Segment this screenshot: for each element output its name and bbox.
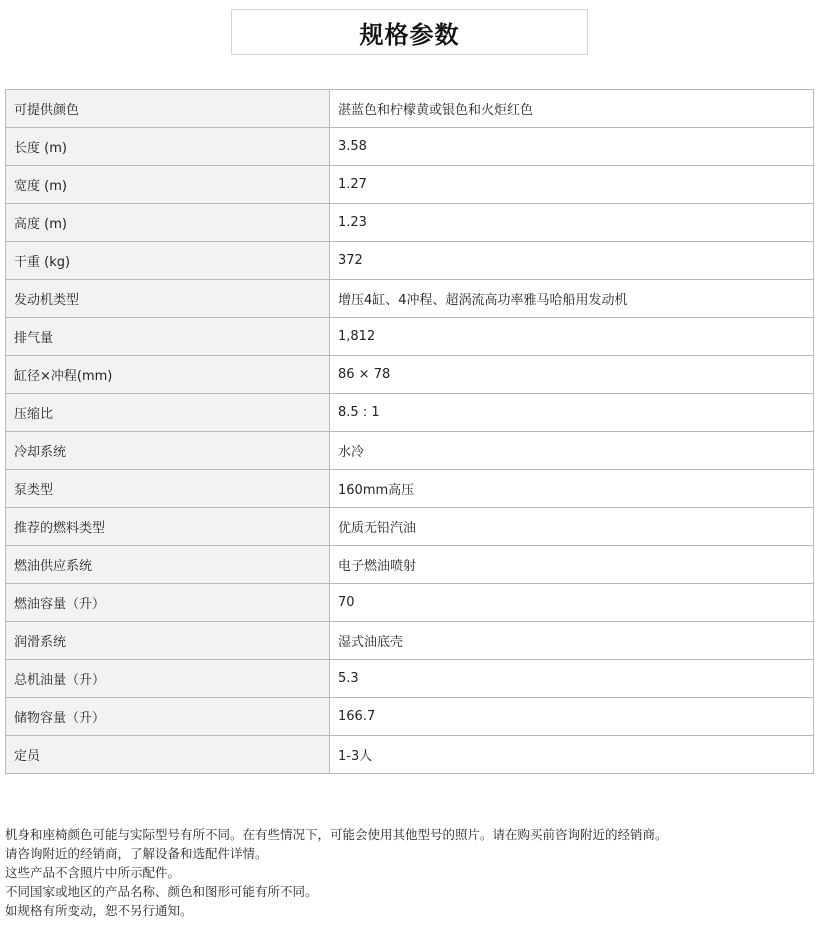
spec-value: 湿式油底壳 bbox=[330, 622, 814, 660]
spec-value: 1,812 bbox=[330, 318, 814, 356]
spec-label: 长度 (m) bbox=[6, 128, 330, 166]
spec-label: 宽度 (m) bbox=[6, 166, 330, 204]
spec-label: 缸径×冲程(mm) bbox=[6, 356, 330, 394]
table-row bbox=[6, 584, 814, 622]
spec-value: 5.3 bbox=[330, 660, 814, 698]
spec-label: 高度 (m) bbox=[6, 204, 330, 242]
spec-table bbox=[5, 89, 814, 774]
note-line: 机身和座椅颜色可能与实际型号有所不同。在有些情况下，可能会使用其他型号的照片。请在购买前咨询附近的经销商。 bbox=[5, 827, 668, 842]
table-row bbox=[6, 204, 814, 242]
spec-table-body bbox=[6, 90, 814, 774]
table-row bbox=[6, 432, 814, 470]
spec-value: 电子燃油喷射 bbox=[330, 546, 814, 584]
note-line: 请咨询附近的经销商，了解设备和选配件详情。 bbox=[5, 846, 268, 861]
table-row bbox=[6, 546, 814, 584]
table-row bbox=[6, 90, 814, 128]
spec-value: 湛蓝色和柠檬黄或银色和火炬红色 bbox=[330, 90, 814, 128]
table-row bbox=[6, 622, 814, 660]
table-row bbox=[6, 166, 814, 204]
spec-value: 优质无铅汽油 bbox=[330, 508, 814, 546]
spec-label: 可提供颜色 bbox=[6, 90, 330, 128]
note-line: 如规格有所变动，恕不另行通知。 bbox=[5, 903, 193, 918]
spec-value: 增压4缸、4冲程、超涡流高功率雅马哈船用发动机 bbox=[330, 280, 814, 318]
spec-label: 储物容量（升） bbox=[6, 698, 330, 736]
spec-label: 冷却系统 bbox=[6, 432, 330, 470]
table-row bbox=[6, 698, 814, 736]
spec-value: 86 × 78 bbox=[330, 356, 814, 394]
spec-value: 372 bbox=[330, 242, 814, 280]
spec-value: 70 bbox=[330, 584, 814, 622]
spec-label: 润滑系统 bbox=[6, 622, 330, 660]
spec-label: 发动机类型 bbox=[6, 280, 330, 318]
page-title: 规格参数 bbox=[359, 20, 460, 49]
spec-value: 1-3人 bbox=[330, 736, 814, 774]
table-row bbox=[6, 470, 814, 508]
spec-label: 压缩比 bbox=[6, 394, 330, 432]
spec-value: 水冷 bbox=[330, 432, 814, 470]
table-row bbox=[6, 242, 814, 280]
table-row bbox=[6, 394, 814, 432]
table-row bbox=[6, 280, 814, 318]
note-line: 这些产品不含照片中所示配件。 bbox=[5, 865, 181, 880]
spec-label: 干重 (kg) bbox=[6, 242, 330, 280]
spec-label: 推荐的燃料类型 bbox=[6, 508, 330, 546]
table-row bbox=[6, 356, 814, 394]
spec-label: 排气量 bbox=[6, 318, 330, 356]
table-row bbox=[6, 660, 814, 698]
disclaimer-notes bbox=[5, 825, 815, 920]
spec-label: 定员 bbox=[6, 736, 330, 774]
table-row bbox=[6, 128, 814, 166]
title-box bbox=[231, 9, 588, 55]
spec-value: 1.23 bbox=[330, 204, 814, 242]
table-row bbox=[6, 736, 814, 774]
spec-label: 燃油供应系统 bbox=[6, 546, 330, 584]
table-row bbox=[6, 318, 814, 356]
note-line: 不同国家或地区的产品名称、颜色和图形可能有所不同。 bbox=[5, 884, 318, 899]
spec-value: 166.7 bbox=[330, 698, 814, 736]
spec-value: 1.27 bbox=[330, 166, 814, 204]
spec-value: 3.58 bbox=[330, 128, 814, 166]
table-row bbox=[6, 508, 814, 546]
spec-label: 总机油量（升） bbox=[6, 660, 330, 698]
spec-label: 泵类型 bbox=[6, 470, 330, 508]
spec-label: 燃油容量（升） bbox=[6, 584, 330, 622]
spec-value: 160mm高压 bbox=[330, 470, 814, 508]
spec-value: 8.5 : 1 bbox=[330, 394, 814, 432]
